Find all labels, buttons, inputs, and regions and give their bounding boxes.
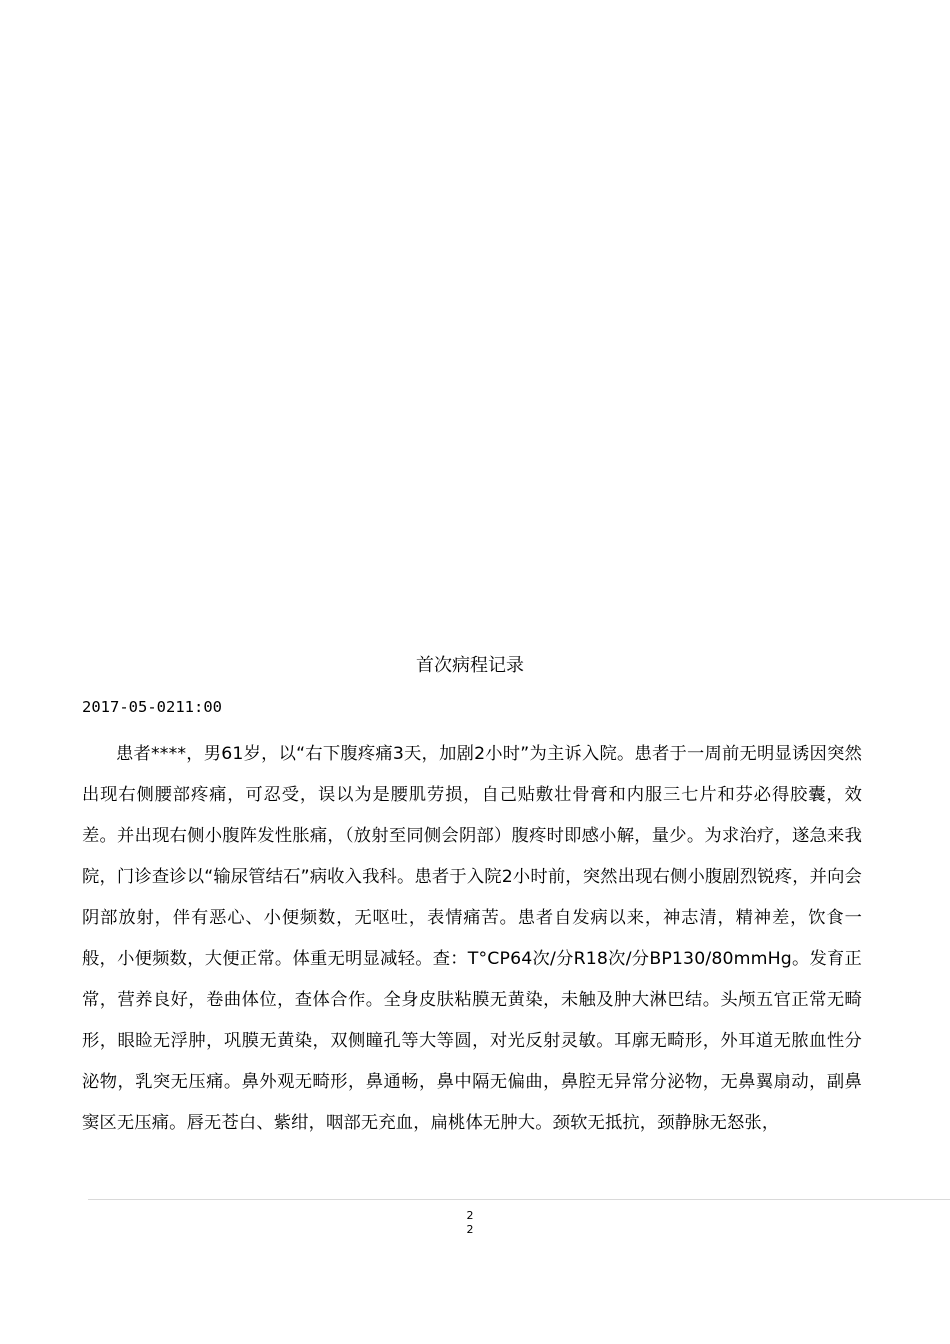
document-title: 首次病程记录 <box>416 655 524 676</box>
record-datetime: 2017-05-0211:00 <box>82 698 222 716</box>
record-body-paragraph: 患者****，男61岁，以“右下腹疼痛3天，加剧2小时”为主诉入院。患者于一周前无明显诱因突然出现右侧腰部疼痛，可忍受，误以为是腰肌劳损，自己贴敷壮骨膏和内服三七片和芬必得胶囊，效差。并出现右侧小腹阵发性胀痛，（放射至同侧会阴部）腹疼时即感小解，量少。为求治疗，遂急来我院，门诊查诊以“输尿管结石”病收入我科。患者于入院2小时前，突然出现右侧小腹剧烈锐疼，并向会阴部放射，伴有恶心、小便频数，无呕吐，表情痛苦。患者自发病以来，神志清，精神差，饮食一般，小便频数，大便正常。体重无明显减轻。查：T°CP64次/分R18次/分BP130/80mmHg。发育正常，营养良好，卷曲体位，查体合作。全身皮肤粘膜无黄染，未触及肿大淋巴结。头颅五官正常无畸形，眼睑无浮肿，巩膜无黄染，双侧瞳孔等大等圆，对光反射灵敏。耳廓无畸形，外耳道无脓血性分泌物，乳突无压痛。鼻外观无畸形，鼻通畅，鼻中隔无偏曲，鼻腔无异常分泌物，无鼻翼扇动，副鼻窦区无压痛。唇无苍白、紫绀，咽部无充血，扁桃体无肿大。颈软无抵抗，颈静脉无怒张， <box>82 744 862 1133</box>
page-number: 2 <box>466 1209 474 1222</box>
page-number-total: 2 <box>466 1223 474 1236</box>
footer-divider <box>88 1199 950 1200</box>
